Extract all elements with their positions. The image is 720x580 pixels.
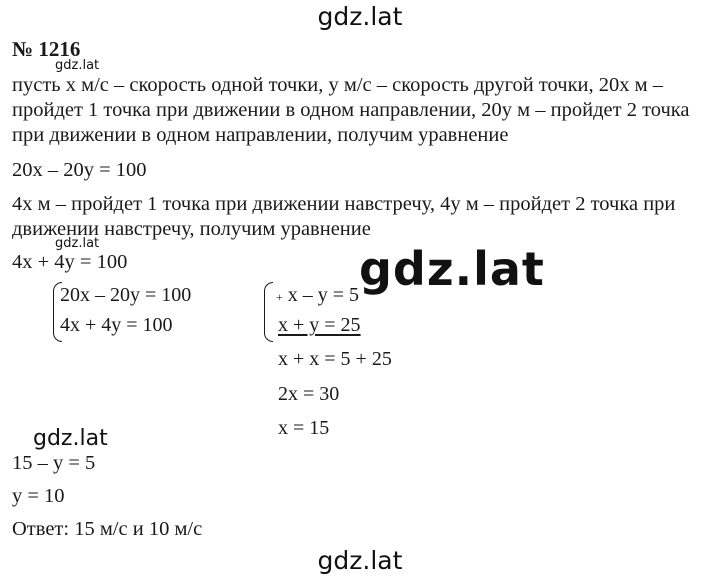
system-1-line-1: 20x – 20y = 100: [60, 284, 192, 306]
y-result: y = 10: [12, 485, 65, 507]
plus-sign: +: [276, 290, 283, 304]
problem-number: № 1216: [12, 37, 81, 61]
system-2-brace: [264, 282, 273, 342]
system-2-eq-1: x – y = 5: [287, 284, 360, 306]
watermark-big: gdz.lat: [359, 242, 545, 296]
system-1-line-2: 4x + 4y = 100: [60, 314, 173, 336]
substitution: 15 – y = 5: [12, 452, 96, 474]
watermark-small-2: gdz.lat: [55, 236, 100, 251]
system-2-line-1: [276, 284, 359, 307]
paragraph-1-line-3: при движении в одном направлении, получим уравнение: [12, 124, 509, 146]
step-1: x + x = 5 + 25: [278, 348, 392, 370]
system-2-line-2: x + y = 25: [278, 314, 361, 336]
paragraph-1-line-1: пусть x м/с – скорость одной точки, y м/с – скорость другой точки, 20x м –: [12, 74, 663, 96]
paragraph-1-line-2: пройдет 1 точка при движении в одном направлении, 20y м – пройдет 2 точка: [12, 99, 690, 121]
watermark-small-1: gdz.lat: [55, 58, 100, 73]
watermark-top: gdz.lat: [317, 2, 403, 31]
answer: Ответ: 15 м/с и 10 м/с: [12, 518, 203, 540]
step-3: x = 15: [278, 417, 330, 439]
paragraph-2-line-1: 4x м – пройдет 1 точка при движении навстречу, 4y м – пройдет 2 точка при: [12, 193, 676, 215]
watermark-middle: gdz.lat: [33, 426, 108, 451]
equation-2: 4x + 4y = 100: [12, 251, 128, 273]
equation-1: 20x – 20y = 100: [12, 159, 147, 181]
step-2: 2x = 30: [278, 383, 340, 405]
watermark-bottom: gdz.lat: [317, 546, 403, 575]
paragraph-2-line-2: движении навстречу, получим уравнение: [12, 218, 371, 240]
